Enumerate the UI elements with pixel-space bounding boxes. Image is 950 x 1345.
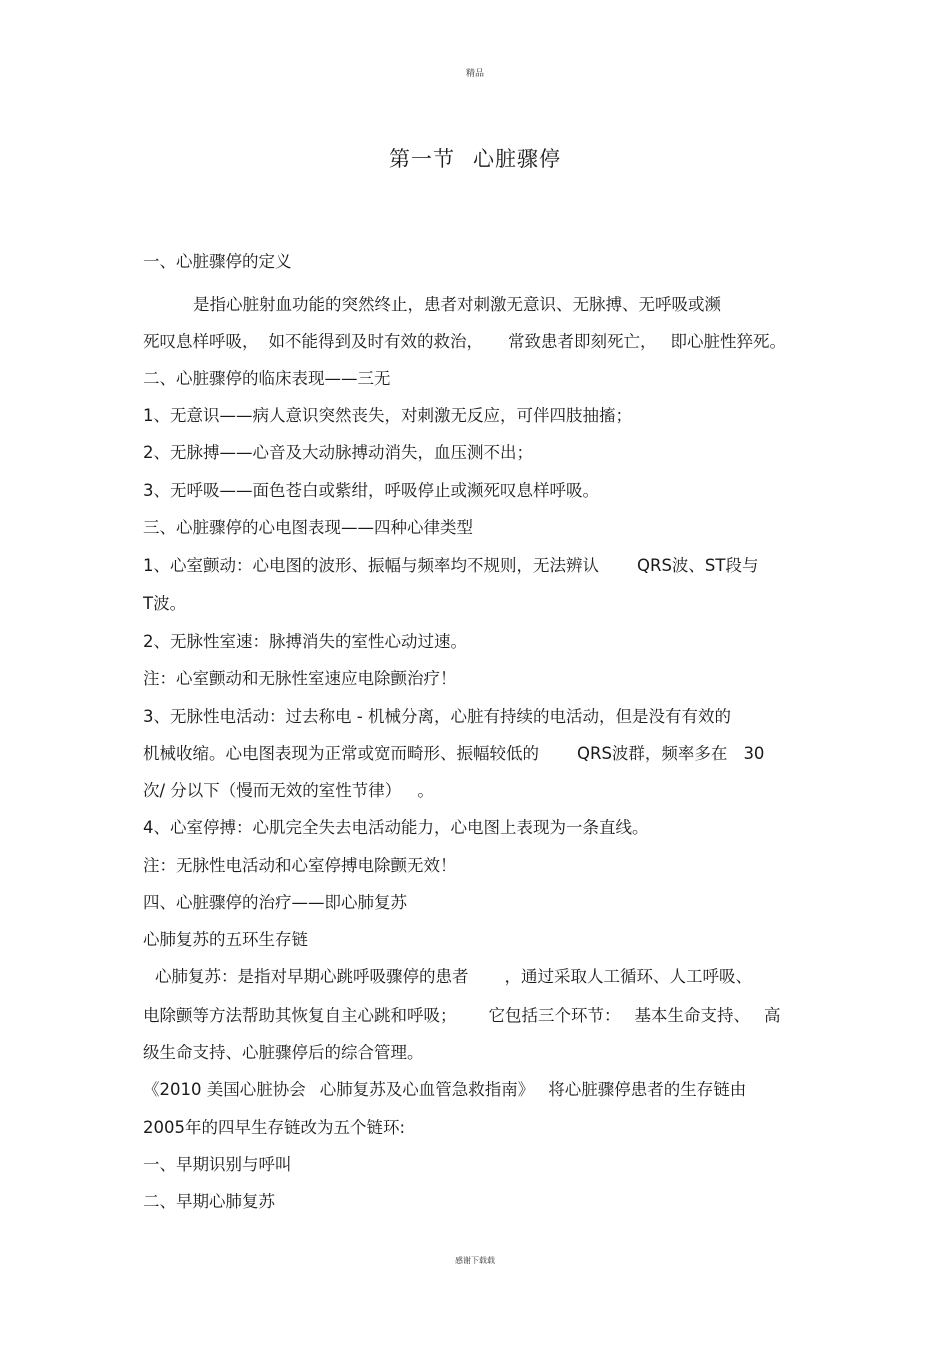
text-fragment: 如不能得到及时有效的救治，	[268, 332, 483, 351]
text-fragment: 即心脏性猝死。	[670, 332, 786, 351]
note-line: 注：心室颤动和无脉性室速应电除颤治疗！	[143, 669, 457, 688]
heading-ecg: 三、心脏骤停的心电图表现——四种心律类型	[143, 518, 473, 537]
text-fragment: 高	[764, 1006, 781, 1025]
paragraph-line	[155, 967, 752, 987]
text-fragment: QRS波群，频率多在	[577, 744, 728, 763]
list-item: 2、无脉搏——心音及大动脉搏动消失，血压测不出；	[143, 443, 533, 462]
text-fragment: 次/ 分以下（慢而无效的室性节律）	[143, 781, 402, 800]
text-fragment: 《2010 美国心脏协会	[143, 1080, 306, 1099]
text-fragment: QRS波、ST段与	[637, 556, 759, 575]
text-fragment: 电除颤等方法帮助其恢复自主心跳和呼吸；	[143, 1006, 457, 1025]
paragraph-line	[143, 781, 434, 801]
list-item: 2、无脉性室速：脉搏消失的室性心动过速。	[143, 632, 467, 651]
text-fragment: 。	[417, 781, 434, 800]
list-item: 4、心室停搏：心肌完全失去电活动能力，心电图上表现为一条直线。	[143, 818, 649, 837]
note-line: 注：无脉性电活动和心室停搏电除颤无效！	[143, 856, 457, 875]
paragraph-line: 级生命支持、心脏骤停后的综合管理。	[143, 1043, 424, 1062]
heading-clinical-signs: 二、心脏骤停的临床表现——三无	[143, 369, 391, 388]
text-fragment: ，通过采取人工循环、人工呼吸、	[504, 967, 752, 986]
paragraph-line: 2005年的四早生存链改为五个链环:	[143, 1118, 406, 1137]
text-fragment: 死叹息样呼吸，	[143, 332, 259, 351]
text-fragment: 心肺复苏及心血管急救指南》	[319, 1080, 535, 1099]
header-watermark: 精品	[465, 69, 484, 79]
text-fragment: 30	[743, 744, 765, 763]
paragraph-line	[143, 1006, 781, 1026]
list-item: 3、无呼吸——面色苍白或紫绀，呼吸停止或濒死叹息样呼吸。	[143, 481, 599, 500]
text-fragment: 常致患者即刻死亡，	[508, 332, 657, 351]
list-item: 一、早期识别与呼叫	[143, 1155, 292, 1174]
paragraph-line	[143, 744, 764, 764]
heading-treatment: 四、心脏骤停的治疗——即心肺复苏	[143, 893, 407, 912]
heading-definition: 一、心脏骤停的定义	[143, 252, 292, 271]
title-section-name: 心脏骤停	[473, 147, 561, 171]
page-title	[0, 143, 950, 173]
text-fragment: 心肺复苏：是指对早期心跳呼吸骤停的患者	[155, 967, 469, 986]
list-item	[143, 556, 758, 576]
title-section-number: 第一节	[389, 147, 455, 171]
text-fragment: 它包括三个环节：	[488, 1006, 621, 1025]
text-fragment: 机械收缩。心电图表现为正常或宽而畸形、振幅较低的	[143, 744, 539, 763]
footer-watermark: 感谢下载载	[455, 1256, 495, 1265]
subheading-chain-of-survival: 心肺复苏的五环生存链	[143, 930, 308, 949]
paragraph-line: 是指心脏射血功能的突然终止，患者对刺激无意识、无脉搏、无呼吸或濒	[193, 295, 721, 314]
list-item: 3、无脉性电活动：过去称电 - 机械分离，心脏有持续的电活动，但是没有有效的	[143, 707, 731, 726]
text-fragment: 基本生命支持、	[634, 1006, 750, 1025]
paragraph-line	[143, 1080, 746, 1100]
text-fragment: 将心脏骤停患者的生存链由	[548, 1080, 747, 1099]
list-item: 二、早期心肺复苏	[143, 1192, 275, 1211]
list-item: 1、无意识——病人意识突然丧失，对刺激无反应，可伴四肢抽搐；	[143, 406, 632, 425]
paragraph-line: T波。	[143, 594, 187, 613]
text-fragment: 1、心室颤动：心电图的波形、振幅与频率均不规则，无法辨认	[143, 556, 599, 575]
paragraph-line	[143, 332, 786, 352]
